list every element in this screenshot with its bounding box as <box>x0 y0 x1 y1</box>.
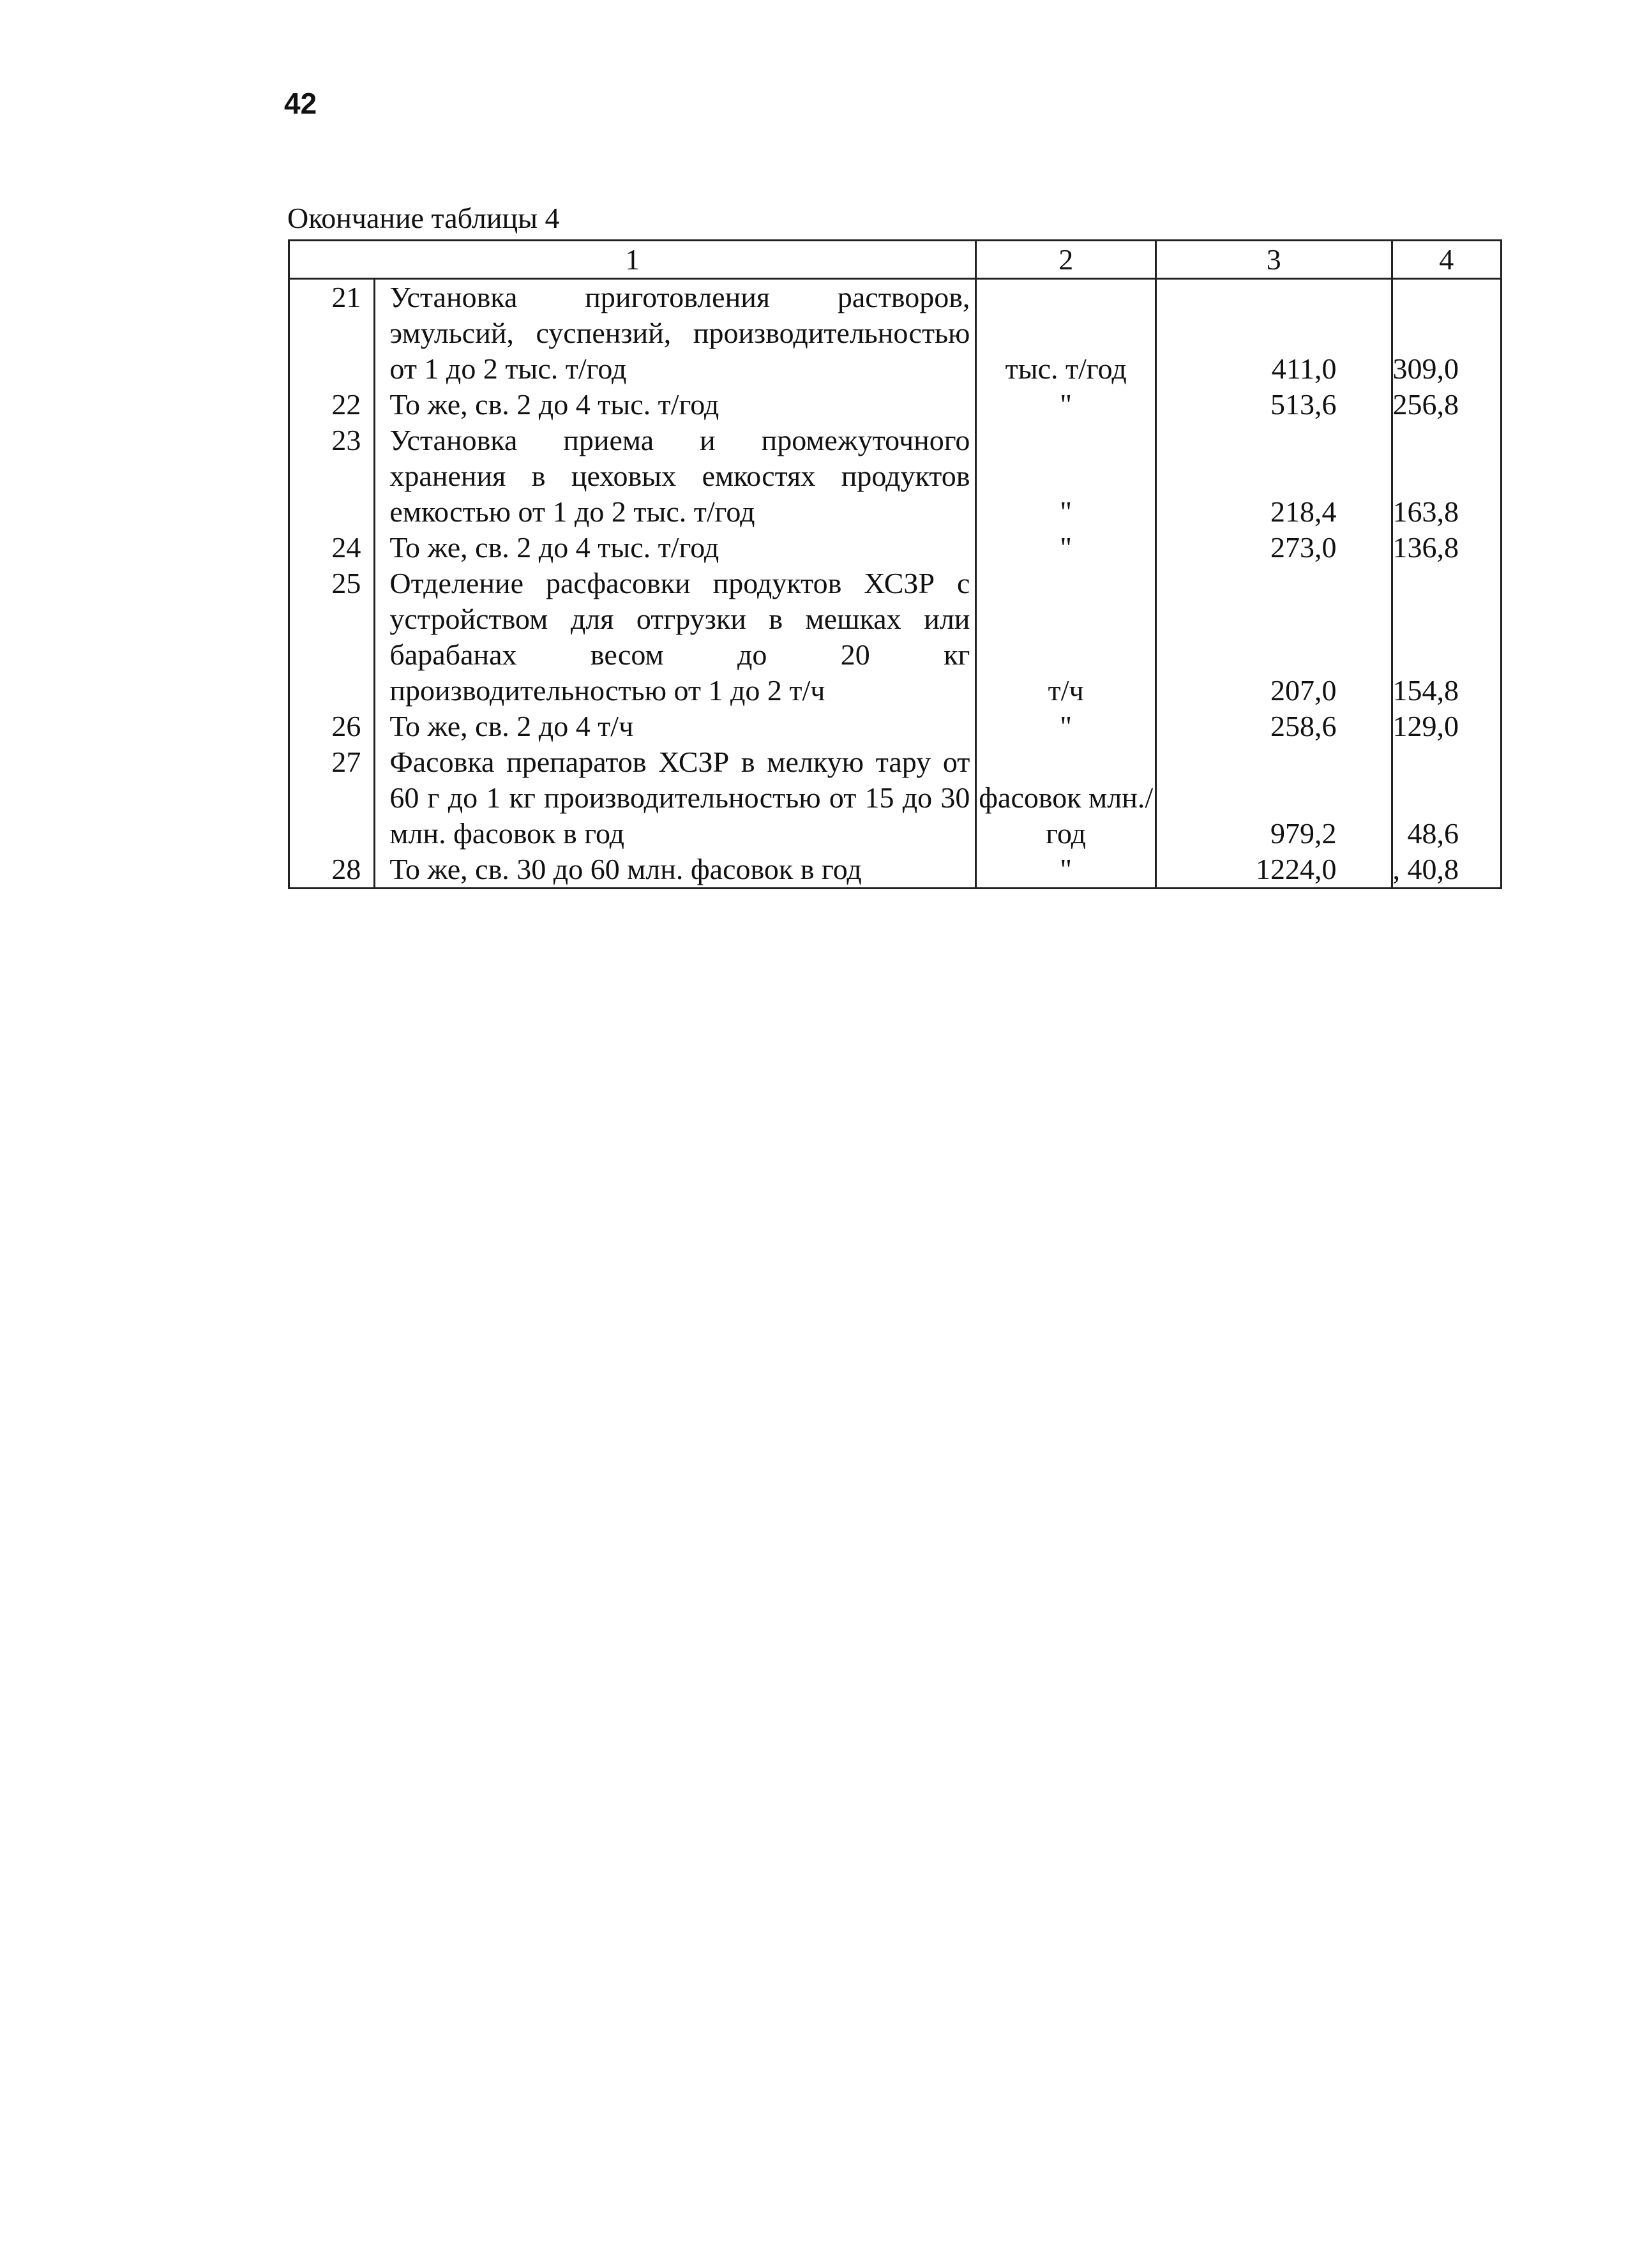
table-row <box>289 279 1502 387</box>
row-col4: , 40,8 <box>1392 852 1502 889</box>
row-number: 25 <box>289 566 375 709</box>
table-row <box>289 423 1502 530</box>
row-unit: фасовок млн./год <box>976 744 1156 852</box>
row-col3: 979,2 <box>1156 744 1392 852</box>
row-col4: 256,8 <box>1392 387 1502 423</box>
table-row <box>289 852 1502 889</box>
table-row <box>289 387 1502 423</box>
row-unit: " <box>976 530 1156 566</box>
row-description: То же, св. 2 до 4 тыс. т/год <box>375 530 976 566</box>
table-row <box>289 744 1502 852</box>
row-description: Фасовка препаратов ХСЗР в мелкую тару от 60 г до 1 кг производительностью от 15 до 30 млн. фасовок в год <box>375 744 976 852</box>
row-description: То же, св. 30 до 60 млн. фасовок в год <box>375 852 976 889</box>
row-col3: 258,6 <box>1156 709 1392 744</box>
row-col3: 273,0 <box>1156 530 1392 566</box>
row-unit: " <box>976 387 1156 423</box>
row-col4: 163,8 <box>1392 423 1502 530</box>
row-unit: тыс. т/год <box>976 279 1156 387</box>
row-unit: " <box>976 423 1156 530</box>
row-description: То же, св. 2 до 4 тыс. т/год <box>375 387 976 423</box>
row-col4: 136,8 <box>1392 530 1502 566</box>
table-caption: Окончание таблицы 4 <box>287 202 560 234</box>
row-number: 26 <box>289 709 375 744</box>
row-col4: 154,8 <box>1392 566 1502 709</box>
data-table <box>288 239 1502 889</box>
table-row <box>289 566 1502 709</box>
row-description: Установка приема и промежуточного хранения в цеховых емкостях продуктов емкостью от 1 до 2 тыс. т/год <box>375 423 976 530</box>
row-number: 22 <box>289 387 375 423</box>
row-description: То же, св. 2 до 4 т/ч <box>375 709 976 744</box>
header-cell: 2 <box>976 241 1156 279</box>
header-cell: 3 <box>1156 241 1392 279</box>
row-description: Отделение расфасовки продуктов ХСЗР с устройством для отгрузки в мешках или барабанах весом до 20 кг производительностью от 1 до 2 т/ч <box>375 566 976 709</box>
row-number: 21 <box>289 279 375 387</box>
row-col3: 411,0 <box>1156 279 1392 387</box>
table-row <box>289 530 1502 566</box>
row-unit: " <box>976 709 1156 744</box>
page-number: 42 <box>284 87 317 120</box>
header-cell: 4 <box>1392 241 1502 279</box>
row-number: 27 <box>289 744 375 852</box>
row-col4: 309,0 <box>1392 279 1502 387</box>
row-col3: 218,4 <box>1156 423 1392 530</box>
row-number: 28 <box>289 852 375 889</box>
row-col3: 513,6 <box>1156 387 1392 423</box>
header-cell: 1 <box>289 241 976 279</box>
row-col4: 48,6 <box>1392 744 1502 852</box>
row-description: Установка приготовления растворов, эмульсий, суспензий, производительностью от 1 до 2 тыс. т/год <box>375 279 976 387</box>
row-col4: 129,0 <box>1392 709 1502 744</box>
row-col3: 1224,0 <box>1156 852 1392 889</box>
row-unit: т/ч <box>976 566 1156 709</box>
table-row <box>289 709 1502 744</box>
row-col3: 207,0 <box>1156 566 1392 709</box>
row-number: 23 <box>289 423 375 530</box>
row-number: 24 <box>289 530 375 566</box>
table-header-row <box>289 241 1502 279</box>
row-unit: " <box>976 852 1156 889</box>
